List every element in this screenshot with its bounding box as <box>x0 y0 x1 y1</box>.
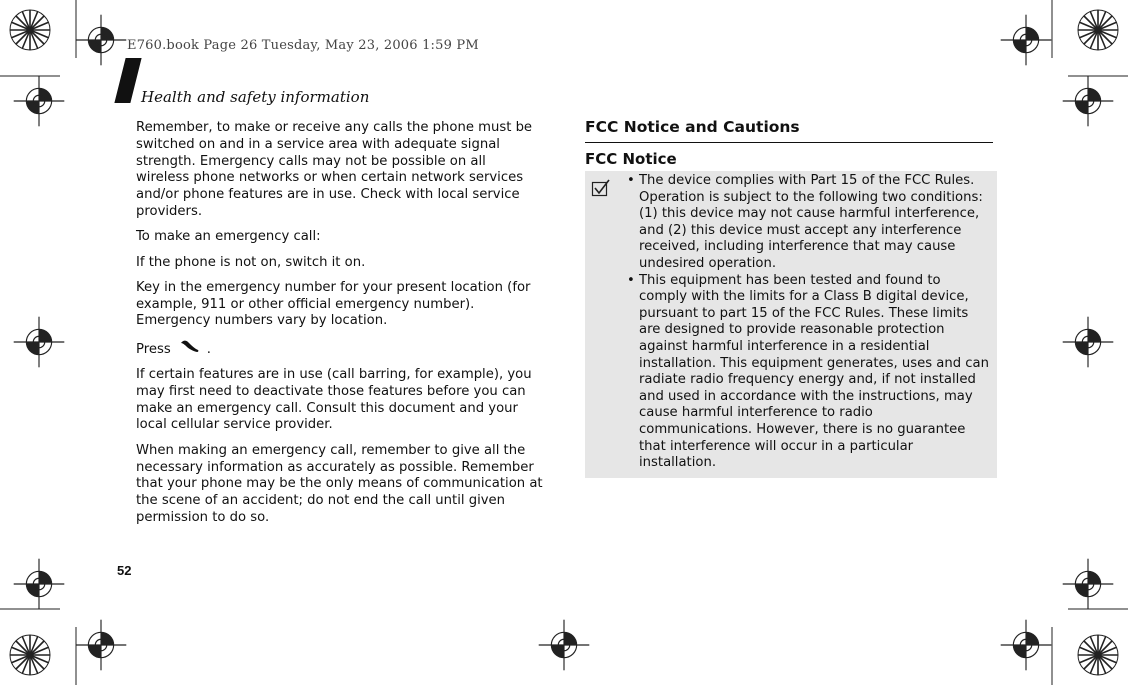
fcc-bullet-item: • This equipment has been tested and found to comply with the limits for a Class B digital device, pursuant to part 15 of the FCC Rules. These limits are designed to provide reasonable protection against harmful interference in a residential installation. This equipment generates, uses and can radiate radio frequency energy and, if not installed and used in accordance with the instructions, may cause harmful interference to radio communications. However, there is no guarantee that interference will occur in a particular installation. <box>639 273 989 472</box>
send-call-key-icon <box>179 339 201 359</box>
paragraph-emergency-intro: To make an emergency call: <box>136 229 321 245</box>
paragraph-give-information: When making an emergency call, remember to give all the necessary information as accurately as possible. Remember that your phone may be the only means of communication at the scene of an accident; do not end the call until given permission to do so. <box>136 442 543 525</box>
paragraph-key-in-number: Key in the emergency number for your present location (for example, 911 or other official emergency number). Emergency numbers vary by location. <box>136 279 531 329</box>
fcc-bullet-item: • The device complies with Part 15 of the FCC Rules. Operation is subject to the following two conditions: (1) this device may not cause harmful interference, and (2) this device must accept any interference received, including interference that may cause undesired operation. <box>639 173 989 273</box>
paragraph-call-barring: If certain features are in use (call barring, for example), you may first need to deactivate those features before you can make an emergency call. Consult this document and your local cellular service provider. <box>136 367 532 433</box>
fcc-subheading: FCC Notice <box>585 150 677 168</box>
right-column <box>585 118 997 478</box>
page-number: 52 <box>117 563 132 578</box>
paragraph-signal: Remember, to make or receive any calls the phone must be switched on and in a service area with adequate signal strength. Emergency calls may not be possible on all wireless phone networks or when certain network services and/or phone features are in use. Check with local service providers. <box>136 120 533 219</box>
paragraph-press-key <box>136 339 543 359</box>
press-period: . <box>206 341 211 357</box>
checkbox-note-icon <box>591 179 611 201</box>
section-title: Health and safety information <box>141 88 370 106</box>
fcc-bullet-list <box>585 173 989 472</box>
fcc-notice-box <box>585 171 997 478</box>
fcc-heading: FCC Notice and Cautions <box>585 118 993 143</box>
book-header: E760.book Page 26 Tuesday, May 23, 2006 1:59 PM <box>127 38 479 53</box>
paragraph-switch-on: If the phone is not on, switch it on. <box>136 254 366 270</box>
left-column <box>136 120 543 535</box>
press-label: Press <box>136 341 171 357</box>
